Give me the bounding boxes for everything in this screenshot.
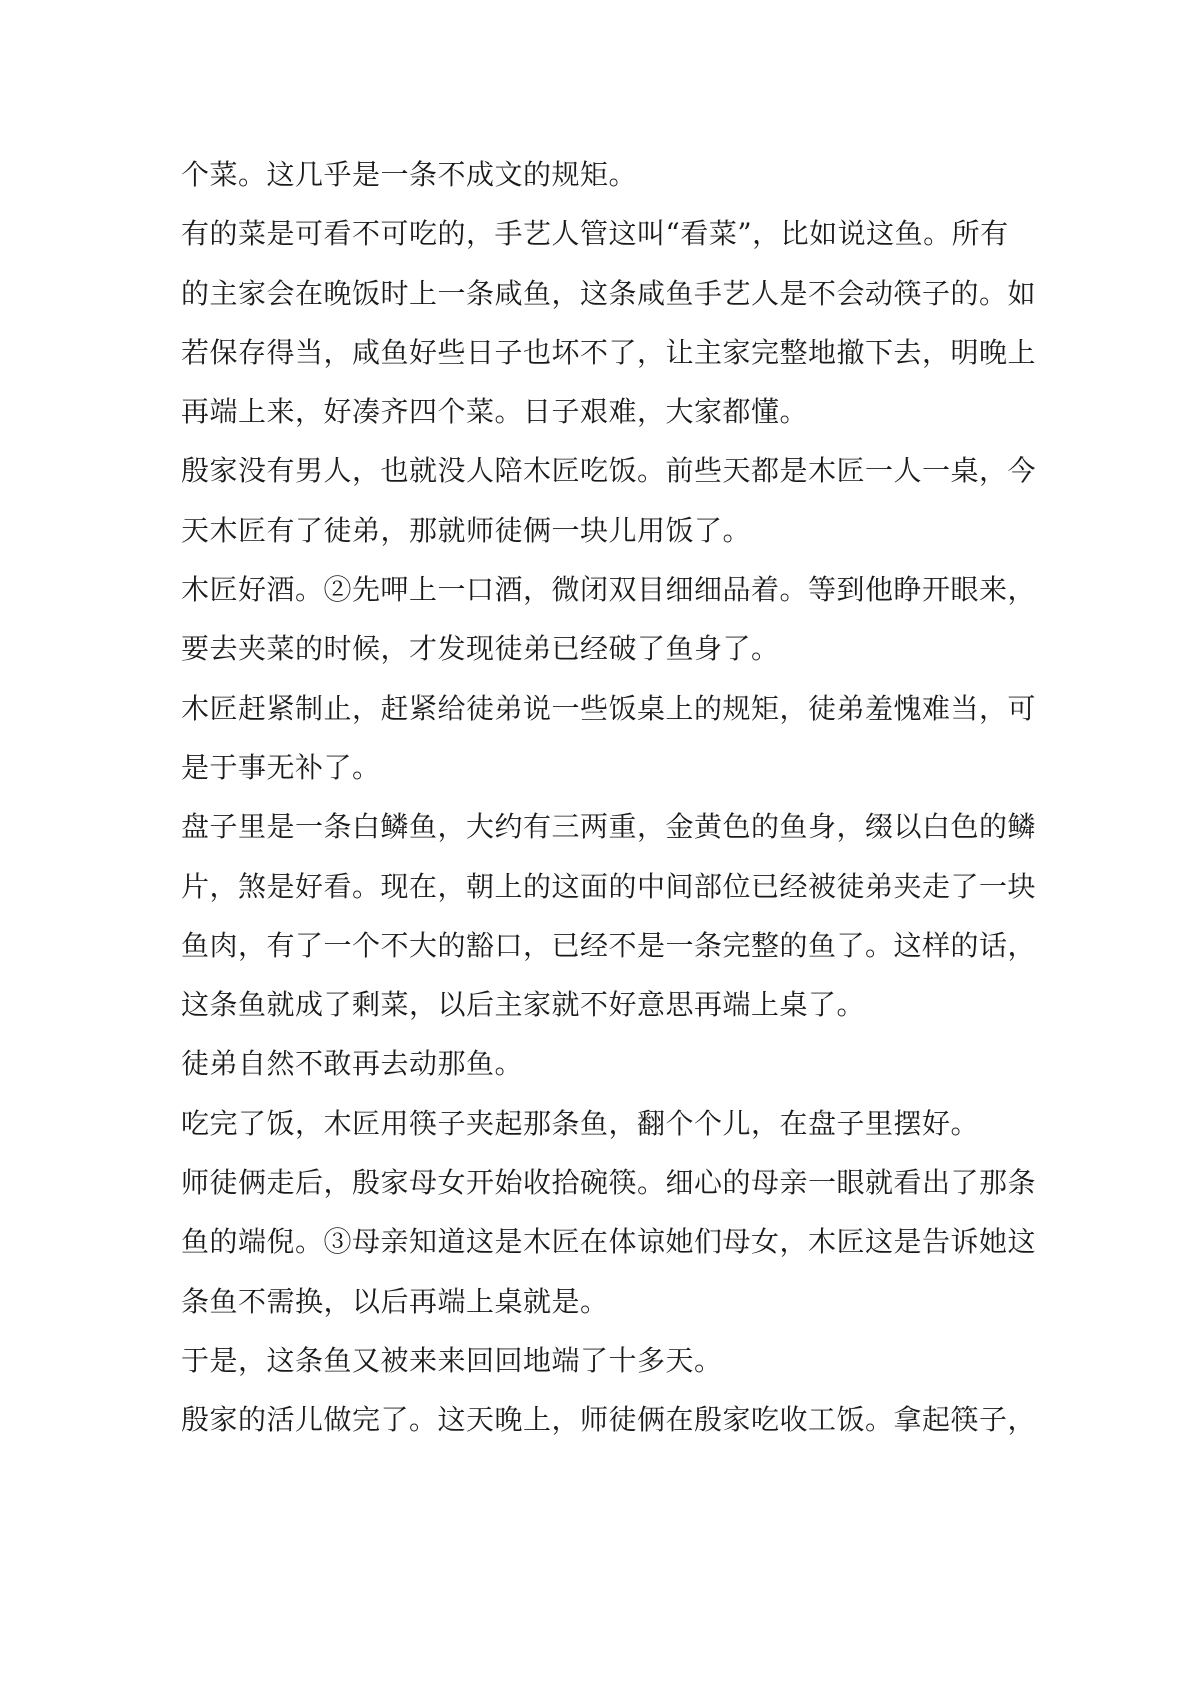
text-line-4: 若保存得当，咸鱼好些日子也坏不了，让主家完整地撤下去，明晚上: [181, 335, 1037, 369]
text-line-7: 天木匠有了徒弟，那就师徒俩一块儿用饭了。: [181, 513, 752, 547]
text-line-19: 鱼的端倪。③母亲知道这是木匠在体谅她们母女，木匠这是告诉她这: [181, 1225, 1037, 1259]
text-line-15: 这条鱼就成了剩菜，以后主家就不好意思再端上桌了。: [181, 988, 866, 1022]
story-text: [181, 145, 1037, 1450]
text-line-2: 有的菜是可看不可吃的，手艺人管这叫“看菜”，比如说这鱼。所有: [181, 217, 1009, 251]
text-line-16: 徒弟自然不敢再去动那鱼。: [181, 1047, 524, 1081]
text-line-9: 要去夹菜的时候，才发现徒弟已经破了鱼身了。: [181, 632, 780, 666]
text-line-8: 木匠好酒。②先呷上一口酒，微闭双目细细品着。等到他睁开眼来，: [181, 573, 1037, 607]
text-line-20: 条鱼不需换，以后再端上桌就是。: [181, 1284, 609, 1318]
text-line-3: 的主家会在晚饭时上一条咸鱼，这条咸鱼手艺人是不会动筷子的。如: [181, 276, 1037, 310]
text-line-10: 木匠赶紧制止，赶紧给徒弟说一些饭桌上的规矩，徒弟羞愧难当，可: [181, 691, 1037, 725]
text-line-1: 个菜。这几乎是一条不成文的规矩。: [181, 158, 638, 191]
text-line-14: 鱼肉，有了一个不大的豁口，已经不是一条完整的鱼了。这样的话，: [181, 928, 1037, 962]
text-line-11: 是于事无补了。: [181, 750, 381, 784]
text-line-6: 殷家没有男人，也就没人陪木匠吃饭。前些天都是木匠一人一桌，今: [181, 454, 1037, 488]
text-line-5: 再端上来，好凑齐四个菜。日子艰难，大家都懂。: [181, 395, 809, 429]
text-line-12: 盘子里是一条白鳞鱼，大约有三两重，金黄色的鱼身，缀以白色的鳞: [181, 810, 1037, 844]
text-line-18: 师徒俩走后，殷家母女开始收拾碗筷。细心的母亲一眼就看出了那条: [181, 1166, 1037, 1200]
text-line-17: 吃完了饭，木匠用筷子夹起那条鱼，翻个个儿，在盘子里摆好。: [181, 1106, 980, 1140]
text-line-13: 片，煞是好看。现在，朝上的这面的中间部位已经被徒弟夹走了一块: [181, 869, 1037, 903]
text-line-22: 殷家的活儿做完了。这天晚上，师徒俩在殷家吃收工饭。拿起筷子，: [181, 1403, 1037, 1437]
text-line-21: 于是，这条鱼又被来来回回地端了十多天。: [181, 1343, 723, 1377]
